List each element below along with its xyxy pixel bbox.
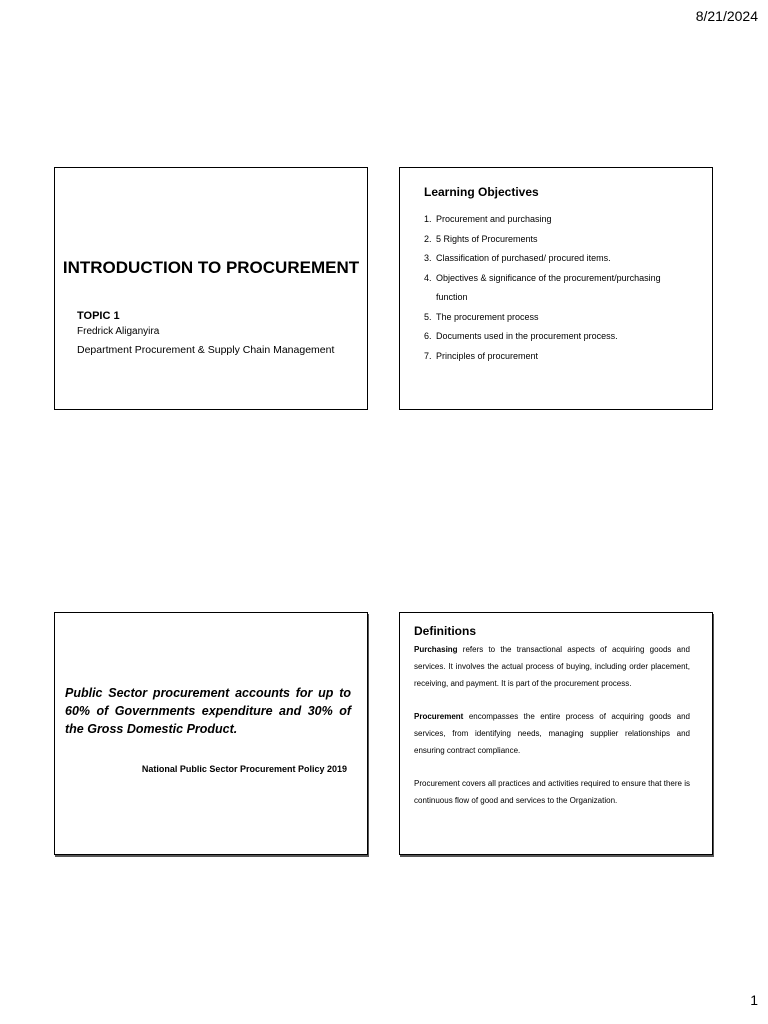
definitions-heading: Definitions	[414, 624, 476, 638]
slide-quote	[54, 612, 368, 855]
list-item: 1. Procurement and purchasing	[424, 214, 552, 224]
list-item: 5. The procurement process	[424, 311, 539, 322]
topic-label: TOPIC 1	[77, 310, 120, 322]
slide-learning-objectives	[399, 167, 713, 410]
quote-source: National Public Sector Procurement Policy 2019	[141, 764, 347, 774]
list-item: 4. Objectives & significance of the procurement/purchasing function	[424, 272, 661, 302]
author-name: Fredrick Aliganyira	[77, 326, 160, 337]
learning-objectives-heading: Learning Objectives	[424, 185, 539, 199]
page-number: 1	[750, 992, 758, 1008]
list-item: 7. Principles of procurement	[424, 350, 539, 361]
objectives-list	[424, 210, 694, 366]
procurement-quote: Public Sector procurement accounts for up to 60% of Governments expenditure and 30% of the Gross Domestic Product.	[65, 686, 351, 736]
list-item: 6. Documents used in the procurement process.	[424, 331, 618, 341]
department-name: Department Procurement & Supply Chain Management	[77, 344, 335, 356]
slide-title	[54, 167, 368, 410]
list-item: 3. Classification of purchased/ procured items.	[424, 253, 611, 263]
definition-procurement: Procurement encompasses the entire process of acquiring goods and services, from identifying needs, managing supplier relationships and ensuring contract compliance.	[414, 712, 690, 755]
definition-procurement-scope: Procurement covers all practices and activities required to ensure that there is continuous flow of good and services to the Organization.	[414, 779, 690, 805]
slide-definitions	[399, 612, 713, 855]
list-item: 2. 5 Rights of Procurements	[424, 233, 538, 244]
definitions-body	[414, 641, 690, 825]
print-date: 8/21/2024	[695, 8, 758, 24]
definition-purchasing: Purchasing refers to the transactional aspects of acquiring goods and services. It involves the actual process of buying, including order placement, receiving, and payment. It is part of the procurement process.	[414, 645, 690, 688]
slide-title-heading: INTRODUCTION TO PROCUREMENT	[62, 258, 360, 277]
